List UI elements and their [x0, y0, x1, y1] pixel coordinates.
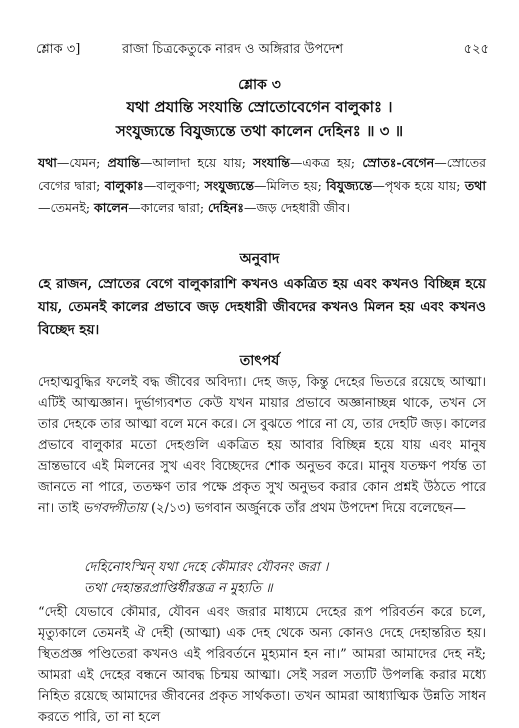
- synonym-word: দেহিনঃ: [208, 200, 244, 215]
- synonym-word: বালুকাঃ: [104, 177, 144, 193]
- synonym-meaning: —একত্র হয়;: [289, 155, 363, 170]
- synonym-word: বিযুজ্যন্তে: [326, 177, 373, 193]
- synonym-meaning: —যেমন;: [56, 155, 108, 170]
- synonym-meaning: —পৃথক হয়ে যায়;: [372, 177, 465, 193]
- synonym-word: স্রোতঃ-বেগেন: [362, 155, 435, 170]
- book-title-gita: ভগবদ্গীতায়: [82, 501, 147, 516]
- synonym-meaning: —তেমনই;: [38, 200, 95, 215]
- verse-line-1: যথা প্রযান্তি সংযান্তি স্রোতোবেগেন বালুকাঃ ।: [126, 98, 393, 116]
- synonym-meaning: —বালুকণা;: [143, 177, 205, 193]
- synonym-meaning: —মিলিত হয়;: [253, 177, 327, 193]
- synonym-word: প্রযান্তি: [107, 155, 140, 170]
- purport-paragraph-2: “দেহী যেভাবে কৌমার, যৌবন এবং জরার মাধ্যমে দেহের রূপ পরিবর্তন করে চলে, মৃত্যুকালে তেমনই ঐ দেহী (আত্মা) এক দেহ থেকে অন্য কোনও দেহে দেহান্তরিত হয়। স্থিতপ্রজ্ঞ পণ্ডিতেরা কখনও এই পরিবর্তনে মুহ্যমান হন না।” আমরা আমাদের দেহ নই; আমরা এই দেহের বন্ধনে আবদ্ধ চিন্ময় আত্মা। সেই সরল সত্যটি উপলব্ধি করার মধ্যে নিহিত রয়েছে আমাদের জীবনের প্রকৃত সার্থকতা। তখন আমরা আধ্যাত্মিক উন্নতি সাধন করতে পারি, তা না হলে: [38, 605, 486, 725]
- synonym-word: সংযুজ্যন্তে: [204, 177, 254, 193]
- gita-quote-line-1: দেহিনোঽস্মিন্ যথা দেহে কৌমারং যৌবনং জরা ।: [84, 560, 329, 575]
- synonym-meaning: —আলাদা হয়ে যায়;: [139, 155, 254, 170]
- synonym-meaning: —কালের দ্বারা;: [128, 200, 209, 215]
- synonym-word: তথা: [464, 177, 486, 193]
- synonym-word: যথা: [38, 155, 57, 170]
- verse-title: শ্লোক ৩: [238, 77, 281, 93]
- header-verse-ref: শ্লোক ৩]: [36, 42, 81, 57]
- purport-heading: তাৎপর্য: [239, 353, 280, 369]
- verse-line-2: সংযুজ্যন্তে বিযুজ্যন্তে তথা কালেন দেহিনঃ ॥ ৩ ॥: [115, 122, 404, 140]
- purport-text: দেহাত্মবুদ্ধির ফলেই বদ্ধ জীবের অবিদ্যা। দেহ জড়, কিন্তু দেহের ভিতরে রয়েছে আত্মা। এটিই আত্মজ্ঞান। দুর্ভাগ্যবশত কেউ যখন মায়ার প্রভাবে অজ্ঞানাচ্ছন্ন থাকে, তখন সে তার দেহকে তার আত্মা বলে মনে করে। সে বুঝতে পারে না যে, তার দেহটি জড়। কালের প্রভাবে বালুকার মতো দেহগুলি একত্রিত হয় আবার বিচ্ছিন্ন হয়ে যায় এবং মানুষ ভ্রান্তভাবে এই মিলনের সুখ এবং বিচ্ছেদের শোক অনুভব করে। মানুষ যতক্ষণ পর্যন্ত তা জানতে না পারে, ততক্ষণ তার পক্ষে প্রকৃত সুখ অনুভব করার কোন প্রশ্নই উঠতে পারে না। তাই: [38, 375, 486, 516]
- header-chapter-title: রাজা চিত্রকেতুকে নারদ ও অঙ্গিরার উপদেশ: [122, 42, 344, 57]
- purport-text-end: (২/১৩) ভগবান অর্জুনকে তাঁর প্রথম উপদেশ দিয়ে বলেছেন—: [146, 501, 466, 516]
- purport-paragraph-1: [38, 372, 486, 519]
- synonyms-paragraph: [38, 152, 486, 220]
- page-number: ৫২৫: [463, 42, 489, 57]
- synonym-meaning: —স্রোতের বেগের দ্বারা;: [38, 155, 487, 193]
- synonym-word: কালেন: [94, 200, 129, 215]
- synonym-meaning: —জড় দেহধারী জীব।: [243, 200, 350, 215]
- synonym-word: সংযান্তি: [253, 155, 290, 170]
- translation-text: হে রাজন, স্রোতের বেগে বালুকারাশি কখনও একত্রিত হয় এবং কখনও বিচ্ছিন্ন হয়ে যায়, তেমনই কালের প্রভাবে জড় দেহধারী জীবদের কখনও মিলন হয় এবং কখনও বিচ্ছেদ হয়।: [38, 276, 486, 338]
- gita-quote-line-2: তথা দেহান্তরপ্রাপ্তির্ধীরস্তত্র ন মুহ্যতি ॥: [84, 581, 273, 596]
- translation-heading: অনুবাদ: [239, 251, 280, 267]
